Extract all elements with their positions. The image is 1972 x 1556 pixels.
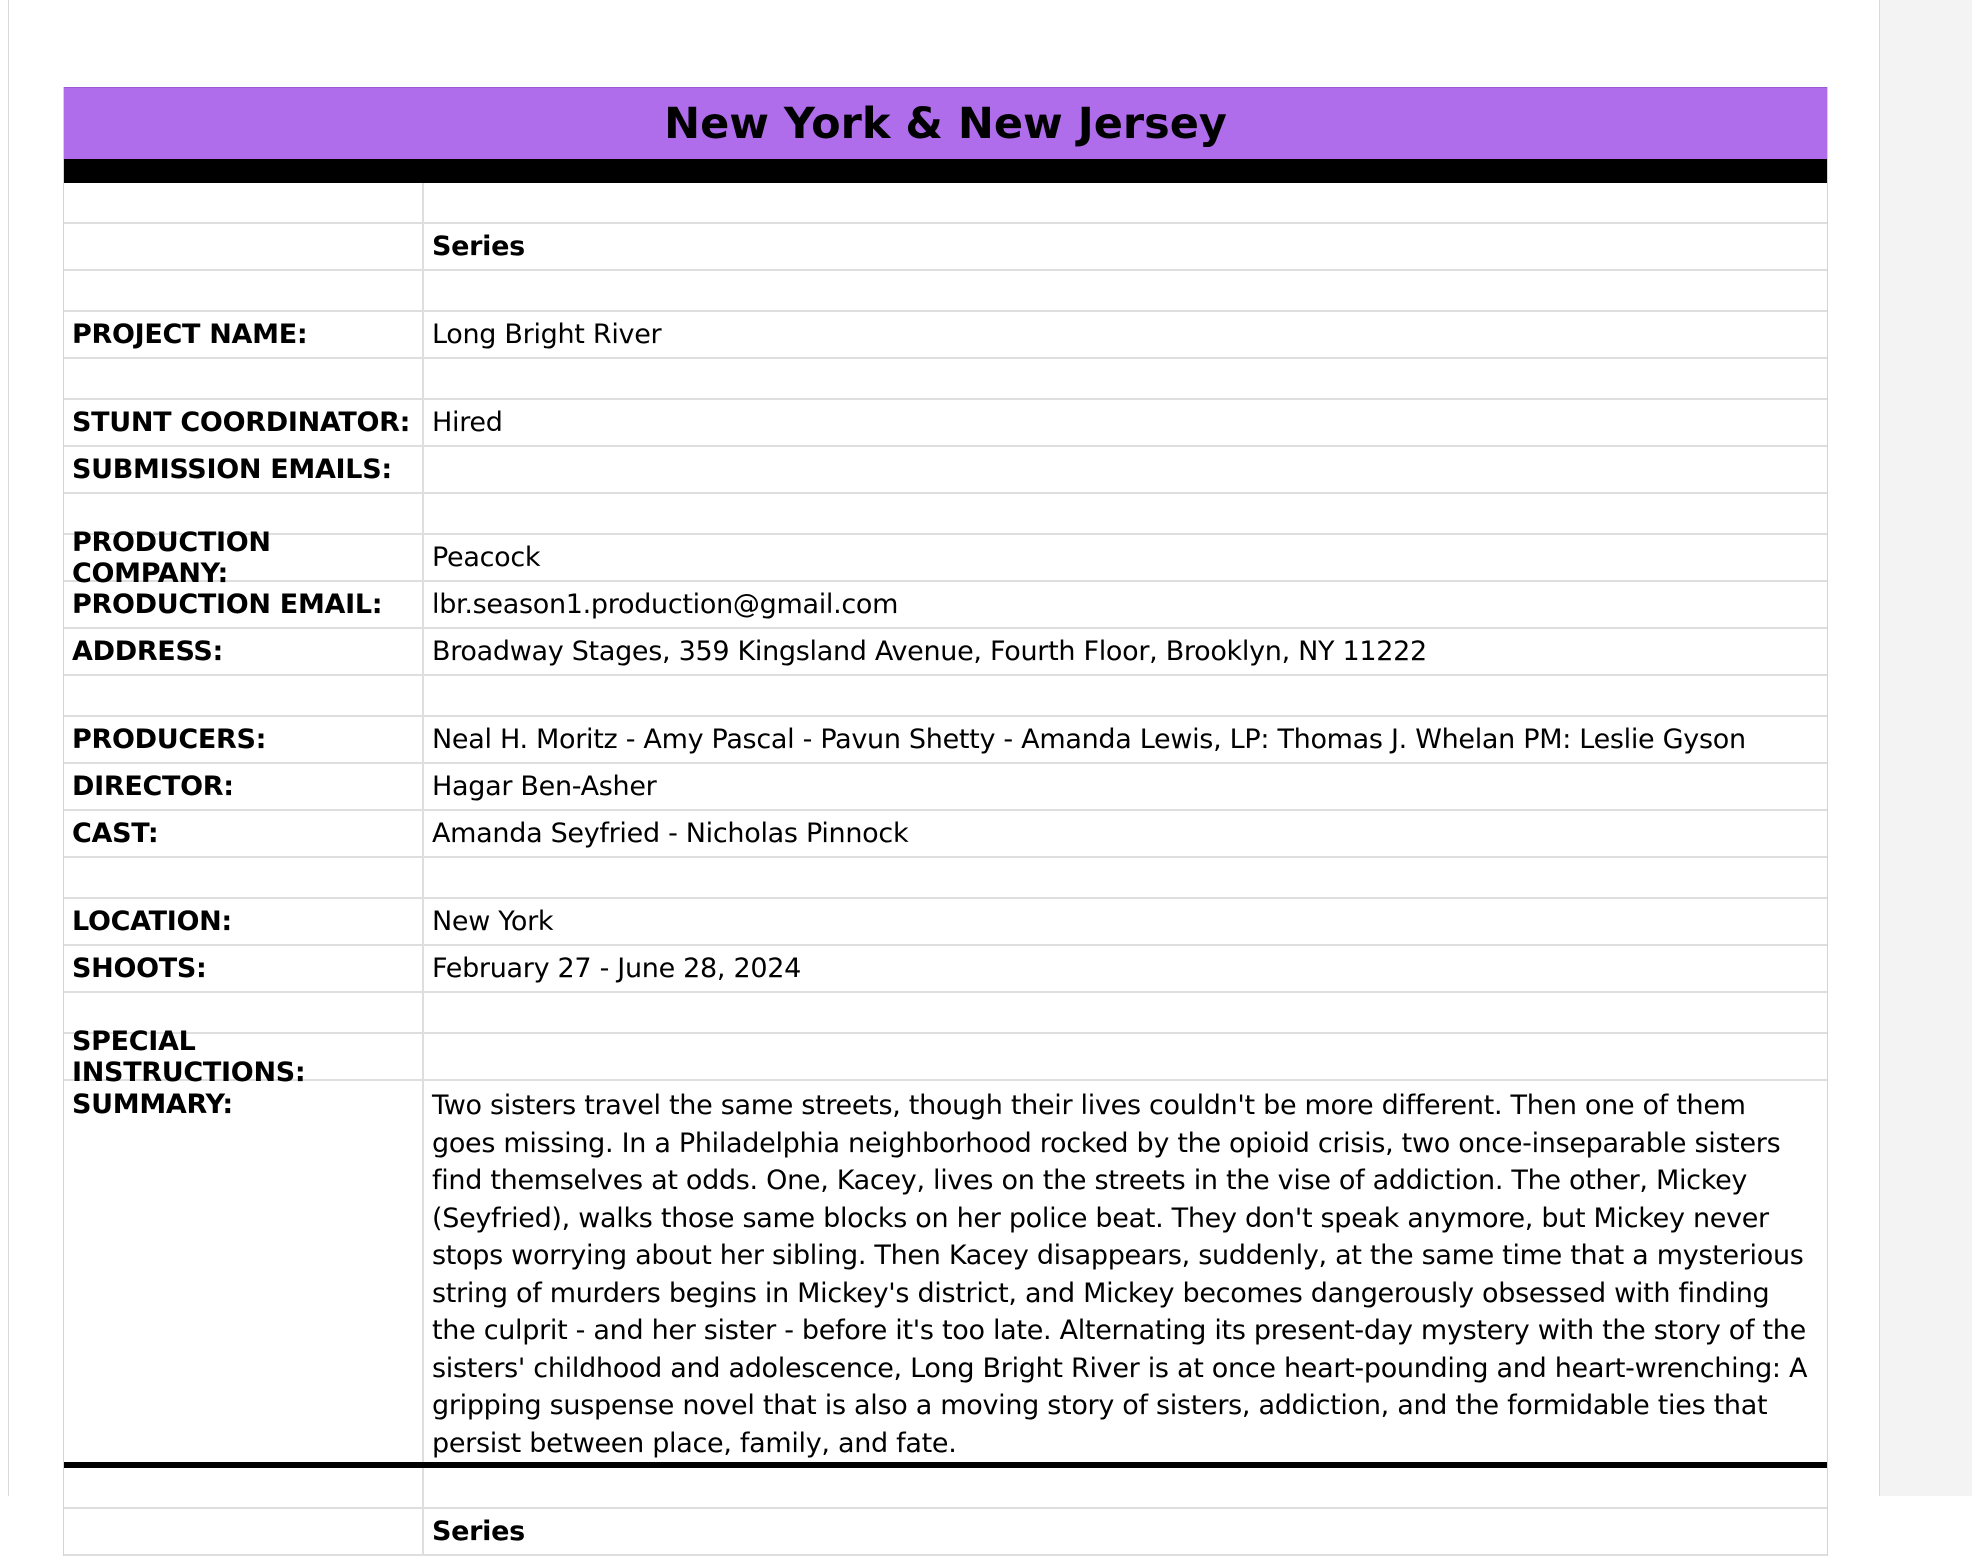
location-label[interactable]: LOCATION: — [64, 899, 424, 944]
value-cell[interactable] — [424, 359, 1827, 398]
empty-row — [64, 1468, 1827, 1509]
submission-emails-row — [64, 447, 1827, 494]
label-cell[interactable] — [64, 676, 424, 715]
project-name-label[interactable]: PROJECT NAME: — [64, 312, 424, 357]
label-cell[interactable] — [64, 224, 424, 269]
submission-emails-value[interactable] — [424, 447, 1827, 492]
summary-value[interactable]: Two sisters travel the same streets, though their lives couldn't be more different. Then one of them goes missing. In a Philadelphia neighborhood rocked by the opioid crisis, two once-inseparable sisters find themselves at odds. One, Kacey, lives on the streets in the vise of addiction. The other, Mickey (Seyfried), walks those same blocks on her police beat. They don't speak anymore, but Mickey never stops worrying about her sibling. Then Kacey disappears, suddenly, at the same time that a mysterious string of murders begins in Mickey's district, and Mickey becomes dangerously obsessed with finding the culprit - and her sister - before it's too late. Alternating its present-day mystery with the story of the sisters' childhood and adolescence, Long Bright River is at once heart-pounding and heart-wrenching: A gripping suspense novel that is also a moving story of sisters, addiction, and the formidable ties that persist between place, family, and fate. — [432, 1090, 1808, 1459]
project-type-row — [64, 224, 1827, 271]
label-cell[interactable] — [64, 1468, 424, 1507]
shoots-value[interactable]: February 27 - June 28, 2024 — [432, 953, 802, 984]
label-cell[interactable] — [64, 359, 424, 398]
empty-row — [64, 183, 1827, 224]
producers-row — [64, 717, 1827, 764]
value-cell[interactable] — [424, 676, 1827, 715]
label-cell[interactable] — [64, 271, 424, 310]
summary-label[interactable]: SUMMARY: — [64, 1081, 424, 1462]
cast-row — [64, 811, 1827, 858]
special-instructions-row — [64, 1025, 1827, 1088]
project-type-value[interactable]: Series — [432, 231, 525, 262]
production-email-row — [64, 582, 1827, 629]
label-cell[interactable] — [64, 858, 424, 897]
location-value[interactable]: New York — [432, 906, 554, 937]
stunt-coordinator-value[interactable]: Hired — [432, 407, 503, 438]
director-value[interactable]: Hagar Ben-Asher — [432, 771, 657, 802]
next-project-type-value[interactable]: Series — [432, 1516, 525, 1547]
label-cell[interactable] — [64, 1509, 424, 1554]
address-label[interactable]: ADDRESS: — [64, 629, 424, 674]
project-name-value[interactable]: Long Bright River — [432, 319, 662, 350]
special-instructions-label[interactable]: SPECIAL INSTRUCTIONS: — [64, 1034, 424, 1079]
header-band — [64, 159, 1827, 183]
value-cell[interactable] — [424, 494, 1827, 533]
special-instructions-value[interactable] — [424, 1034, 1827, 1079]
producers-value[interactable]: Neal H. Moritz - Amy Pascal - Pavun Shetty - Amanda Lewis, LP: Thomas J. Whelan PM: Leslie Gyson — [432, 724, 1746, 755]
label-cell[interactable] — [64, 183, 424, 222]
value-cell[interactable] — [424, 1468, 1827, 1507]
value-cell[interactable] — [424, 858, 1827, 897]
value-cell[interactable] — [424, 183, 1827, 222]
value-cell[interactable] — [424, 271, 1827, 310]
cast-label[interactable]: CAST: — [64, 811, 424, 856]
production-email-value[interactable]: lbr.season1.production@gmail.com — [432, 589, 899, 620]
location-row — [64, 899, 1827, 946]
production-company-row — [64, 526, 1827, 589]
shoots-row — [64, 946, 1827, 993]
page-title: New York & New Jersey — [64, 87, 1827, 159]
submission-emails-label[interactable]: SUBMISSION EMAILS: — [64, 447, 424, 492]
producers-label[interactable]: PRODUCERS: — [64, 717, 424, 762]
next-project-type-row — [64, 1509, 1827, 1556]
address-value[interactable]: Broadway Stages, 359 Kingsland Avenue, Fourth Floor, Brooklyn, NY 11222 — [432, 636, 1427, 667]
empty-row — [64, 359, 1827, 400]
right-scroll-panel[interactable] — [1879, 0, 1972, 1496]
director-label[interactable]: DIRECTOR: — [64, 764, 424, 809]
production-company-value[interactable]: Peacock — [432, 542, 541, 573]
production-company-label[interactable]: PRODUCTION COMPANY: — [64, 535, 424, 580]
empty-row — [64, 676, 1827, 717]
director-row — [64, 764, 1827, 811]
stunt-coordinator-label[interactable]: STUNT COORDINATOR: — [64, 400, 424, 445]
empty-row — [64, 858, 1827, 899]
cast-value[interactable]: Amanda Seyfried - Nicholas Pinnock — [432, 818, 909, 849]
value-cell[interactable] — [424, 993, 1827, 1032]
shoots-label[interactable]: SHOOTS: — [64, 946, 424, 991]
stunt-coordinator-row — [64, 400, 1827, 447]
address-row — [64, 629, 1827, 676]
page-edge — [8, 0, 9, 1496]
spreadsheet — [63, 87, 1828, 1556]
empty-row — [64, 271, 1827, 312]
summary-row — [64, 1081, 1827, 1462]
project-name-row — [64, 312, 1827, 359]
production-email-label[interactable]: PRODUCTION EMAIL: — [64, 582, 424, 627]
